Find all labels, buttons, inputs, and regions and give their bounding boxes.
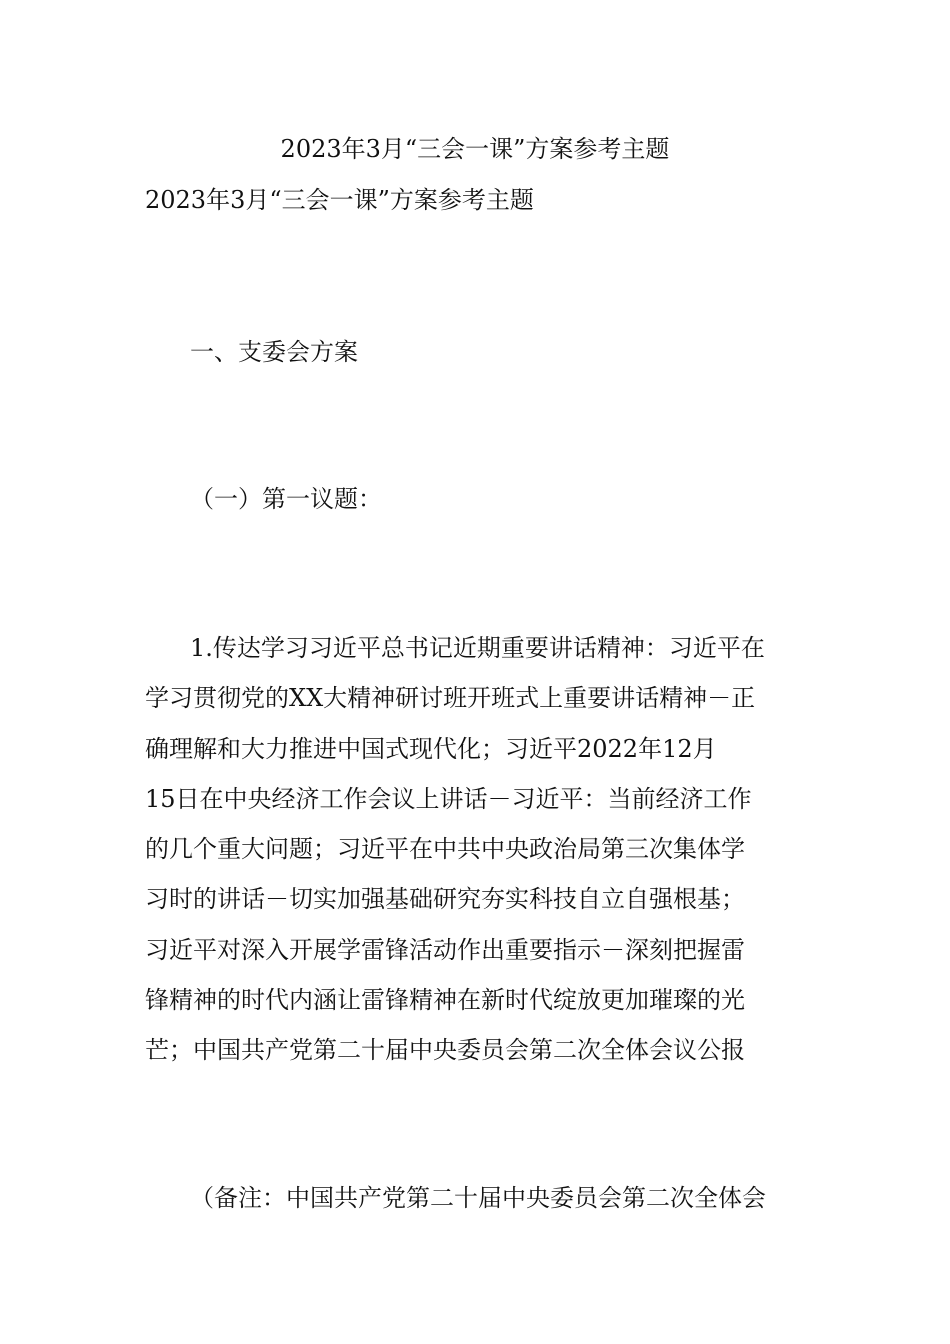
paragraph-line: 习时的讲话－切实加强基础研究夯实科技自立自强根基； bbox=[145, 885, 745, 914]
note-line: （备注：中国共产党第二十届中央委员会第二次全体会 bbox=[190, 1184, 766, 1212]
paragraph-line: 1.传达学习习近平总书记近期重要讲话精神：习近平在 bbox=[190, 634, 765, 662]
paragraph-line: 的几个重大问题；习近平在中共中央政治局第三次集体学 bbox=[145, 835, 745, 864]
paragraph-line: 芒；中国共产党第二十届中央委员会第二次全体会议公报 bbox=[145, 1036, 745, 1065]
paragraph-line: 确理解和大力推进中国式现代化；习近平2022年12月 bbox=[145, 734, 717, 763]
paragraph-line: 15日在中央经济工作会议上讲话－习近平：当前经济工作 bbox=[145, 784, 752, 813]
document-title-repeat: 2023年3月“三会一课”方案参考主题 bbox=[145, 186, 534, 214]
paragraph-line: 学习贯彻党的XX大精神研讨班开班式上重要讲话精神－正 bbox=[145, 684, 756, 713]
body-paragraph bbox=[145, 628, 815, 1081]
document-title-centered: 2023年3月“三会一课”方案参考主题 bbox=[280, 135, 670, 163]
subsection-heading: （一）第一议题： bbox=[190, 485, 382, 513]
paragraph-line: 习近平对深入开展学雷锋活动作出重要指示－深刻把握雷 bbox=[145, 935, 745, 964]
section-heading: 一、支委会方案 bbox=[190, 338, 358, 366]
paragraph-line: 锋精神的时代内涵让雷锋精神在新时代绽放更加璀璨的光 bbox=[145, 986, 745, 1015]
